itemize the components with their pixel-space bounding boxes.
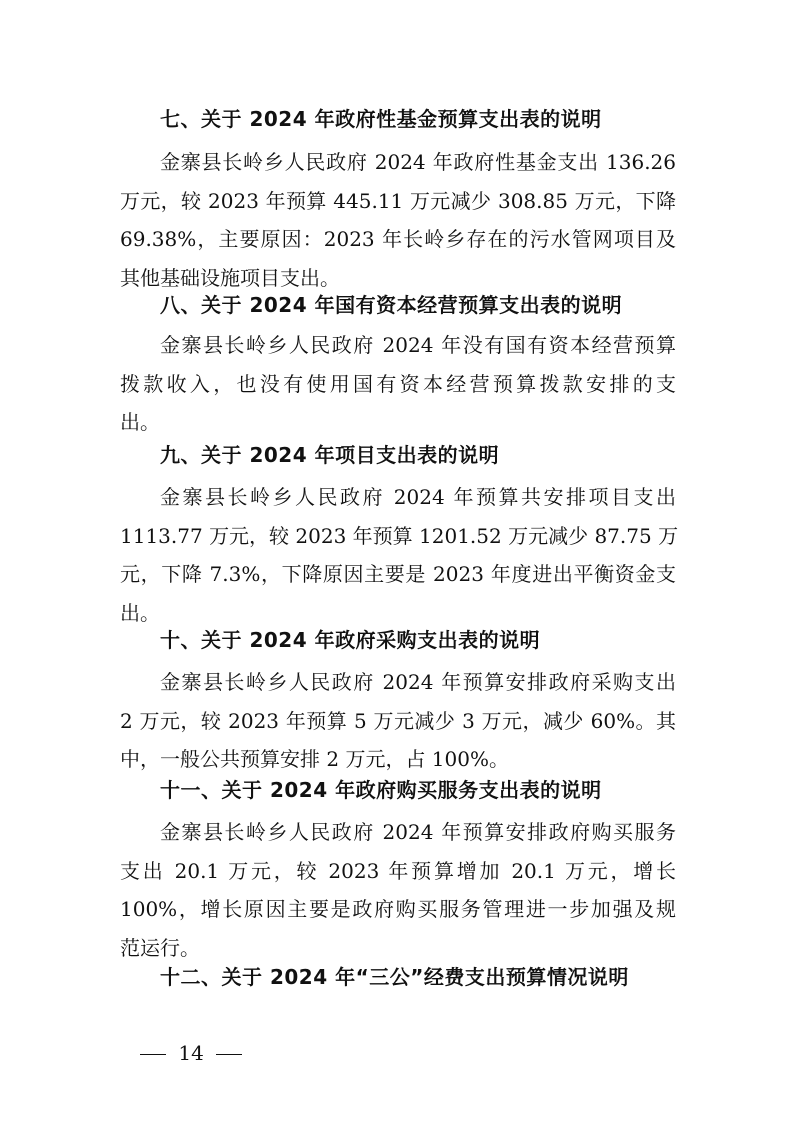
body-line: 出。 <box>120 410 160 434</box>
body-line: 支出 20.1 万元，较 2023 年预算增加 20.1 万元，增长 <box>120 858 676 883</box>
section-heading-7: 七、关于 2024 年政府性基金预算支出表的说明 <box>160 107 602 131</box>
body-line: 2 万元，较 2023 年预算 5 万元减少 3 万元，减少 60%。其 <box>120 708 676 733</box>
section-body-11 <box>120 813 676 967</box>
page-number: 14 <box>178 1041 204 1065</box>
body-line: 中，一般公共预算安排 2 万元，占 100%。 <box>120 747 509 771</box>
body-line: 69.38%，主要原因：2023 年长岭乡存在的污水管网项目及 <box>120 227 676 251</box>
body-line: 金寨县长岭乡人民政府 2024 年没有国有资本经营预算 <box>160 333 676 357</box>
body-line: 范运行。 <box>120 935 200 960</box>
footer-dash-left <box>140 1054 166 1055</box>
footer-dash-right <box>216 1054 242 1055</box>
section-heading-11: 十一、关于 2024 年政府购买服务支出表的说明 <box>160 778 602 802</box>
body-line: 金寨县长岭乡人民政府 2024 年预算安排政府采购支出 <box>160 670 676 694</box>
body-line: 出。 <box>120 600 160 625</box>
section-heading-12: 十二、关于 2024 年“三公”经费支出预算情况说明 <box>160 965 629 989</box>
body-line: 1113.77 万元，较 2023 年预算 1201.52 万元减少 87.75 万 <box>120 523 679 548</box>
section-heading-8: 八、关于 2024 年国有资本经营预算支出表的说明 <box>160 293 623 317</box>
body-line: 拨款收入，也没有使用国有资本经营预算拨款安排的支 <box>120 371 676 396</box>
body-line: 其他基础设施项目支出。 <box>120 265 340 290</box>
section-heading-9: 九、关于 2024 年项目支出表的说明 <box>160 443 500 467</box>
section-body-7 <box>120 143 676 297</box>
section-heading-10: 十、关于 2024 年政府采购支出表的说明 <box>160 628 541 652</box>
body-line: 金寨县长岭乡人民政府 2024 年预算共安排项目支出 <box>160 485 676 509</box>
body-line: 万元，较 2023 年预算 445.11 万元减少 308.85 万元，下降 <box>120 188 676 213</box>
section-body-10 <box>120 663 676 779</box>
body-line: 金寨县长岭乡人民政府 2024 年预算安排政府购买服务 <box>160 820 676 844</box>
body-line: 金寨县长岭乡人民政府 2024 年政府性基金支出 136.26 <box>160 150 676 174</box>
body-line: 100%，增长原因主要是政府购买服务管理进一步加强及规 <box>120 897 676 921</box>
section-body-8 <box>120 326 676 442</box>
section-body-9 <box>120 478 679 632</box>
page-footer <box>140 1040 242 1066</box>
body-line: 元，下降 7.3%，下降原因主要是 2023 年度进出平衡资金支 <box>120 562 676 586</box>
